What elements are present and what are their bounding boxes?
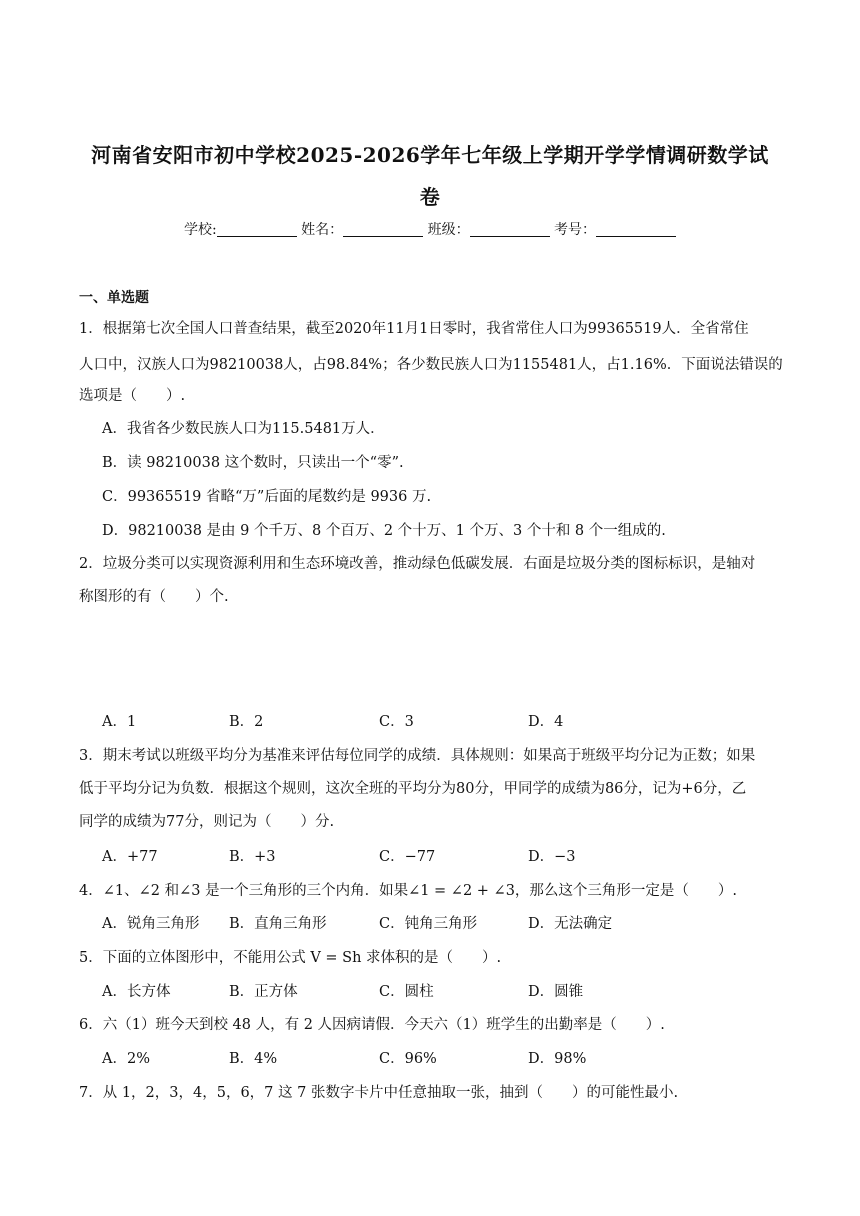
- class-label: 班级：: [427, 222, 470, 238]
- q3-stem-line3: 同学的成绩为77分，则记为（ ）分.: [79, 814, 335, 830]
- q2-stem-line1: 2．垃圾分类可以实现资源利用和生态环境改善，推动绿色低碳发展．右面是垃圾分类的图标标识，是轴对: [79, 556, 756, 572]
- q6-option-b: B．4%: [229, 1051, 278, 1067]
- q3-stem-line1: 3．期末考试以班级平均分为基准来评估每位同学的成绩．具体规则：如果高于班级平均分记为正数；如果: [79, 748, 756, 764]
- name-blank: [343, 222, 423, 237]
- q4-option-a: A．锐角三角形: [102, 916, 200, 932]
- q6-option-c: C．96%: [379, 1051, 437, 1067]
- q2-option-b: B．2: [229, 714, 264, 730]
- school-label: 学校:: [183, 222, 217, 238]
- q1-stem-line3: 选项是（ ）.: [79, 388, 186, 404]
- q1-option-c: C．99365519 省略“万”后面的尾数约是 9936 万.: [102, 489, 432, 505]
- exam-number-label: 考号：: [554, 222, 597, 238]
- q4-option-b: B．直角三角形: [229, 916, 327, 932]
- q2-option-d: D．4: [528, 714, 564, 730]
- q2-option-a: A．1: [102, 714, 137, 730]
- exam-title-line1: 河南省安阳市初中学校2025-2026学年七年级上学期开学学情调研数学试: [91, 143, 769, 167]
- q1-option-a: A．我省各少数民族人口为115.5481万人．: [102, 421, 385, 437]
- q1-option-d: D．98210038 是由 9 个千万、8 个百万、2 个十万、1 个万、3 个十和 8 个一组成的.: [102, 523, 666, 539]
- name-label: 姓名：: [301, 222, 344, 238]
- q5-option-d: D．圆锥: [528, 984, 584, 1000]
- q4-option-d: D．无法确定: [528, 916, 613, 932]
- q5-option-a: A．长方体: [102, 984, 171, 1000]
- q7-stem-line1: 7．从 1，2，3，4，5，6，7 这 7 张数字卡片中任意抽取一张，抽到（ ）的可能性最小.: [79, 1085, 679, 1101]
- q3-option-d: D．−3: [528, 849, 576, 865]
- school-blank: [217, 222, 297, 237]
- q1-option-b: B．读 98210038 这个数时，只读出一个“零”.: [102, 455, 404, 471]
- q4-option-c: C．钝角三角形: [379, 916, 478, 932]
- q5-option-b: B．正方体: [229, 984, 298, 1000]
- q1-stem-line1: 1．根据第七次全国人口普查结果，截至2020年11月1日零时，我省常住人口为99365519人．全省常住: [79, 321, 749, 337]
- class-blank: [470, 222, 550, 237]
- q3-option-a: A．+77: [102, 849, 158, 865]
- q6-option-a: A．2%: [102, 1051, 150, 1067]
- exam-number-blank: [596, 222, 676, 237]
- q3-stem-line2: 低于平均分记为负数．根据这个规则，这次全班的平均分为80分，甲同学的成绩为86分，记为+6分，乙: [79, 781, 747, 797]
- q3-option-c: C．−77: [379, 849, 436, 865]
- q6-stem-line1: 6．六（1）班今天到校 48 人，有 2 人因病请假．今天六（1）班学生的出勤率是（ ）.: [79, 1017, 665, 1033]
- q5-stem-line1: 5．下面的立体图形中，不能用公式 V = Sh 求体积的是（ ）.: [79, 950, 502, 966]
- section-heading: 一、单选题: [79, 290, 149, 306]
- student-info-line: [0, 219, 860, 239]
- q2-stem-line2: 称图形的有（ ）个.: [79, 589, 229, 605]
- exam-title-line2: 卷: [419, 185, 441, 209]
- q6-option-d: D．98%: [528, 1051, 587, 1067]
- q1-stem-line2: 人口中，汉族人口为98210038人，占98.84%；各少数民族人口为1155481人，占1.16%．下面说法错误的: [79, 357, 783, 373]
- q2-option-c: C．3: [379, 714, 414, 730]
- q3-option-b: B．+3: [229, 849, 276, 865]
- q5-option-c: C．圆柱: [379, 984, 434, 1000]
- q4-stem-line1: 4．∠1、∠2 和∠3 是一个三角形的三个内角．如果∠1 = ∠2 + ∠3，那么这个三角形一定是（ ）.: [79, 883, 738, 899]
